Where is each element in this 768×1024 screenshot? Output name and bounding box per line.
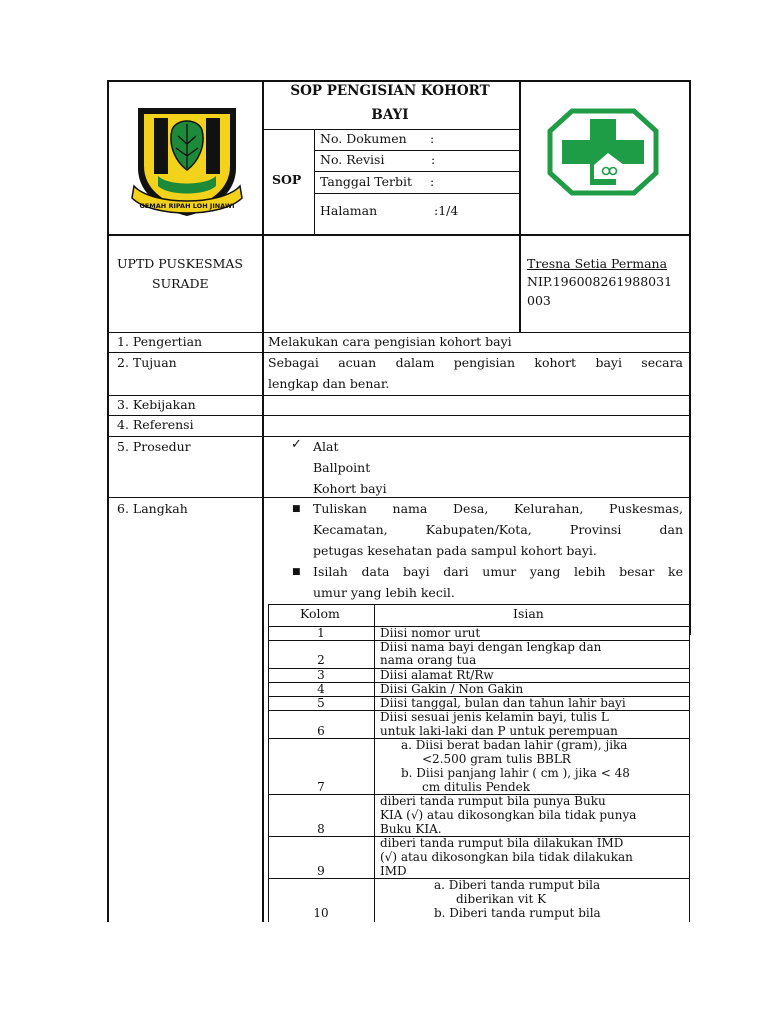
- field-line-2: [314, 171, 520, 172]
- header-col-1: [262, 80, 264, 235]
- field-terbit-label: Tanggal Terbit: [320, 174, 413, 189]
- table-top: [268, 604, 690, 605]
- frame-left: [107, 80, 109, 922]
- table-isian-cell: (√) atau dikosongkan bila tidak dilakukan: [380, 850, 633, 864]
- referensi-label: 4. Referensi: [117, 417, 194, 432]
- bullet-icon: ■: [292, 567, 301, 577]
- langkah-step-1-line: petugas kesehatan pada sampul kohort bayi.: [313, 543, 597, 558]
- header-col-2: [519, 80, 521, 235]
- table-kolom-cell: 3: [317, 668, 325, 682]
- signer-nip: NIP.196008261988031: [527, 274, 673, 289]
- tujuan-text-line-1: Sebagai acuan dalam pengisian kohort bayi secara: [268, 355, 683, 370]
- prosedur-item: Ballpoint: [313, 460, 371, 475]
- org-col-2: [519, 234, 521, 332]
- prosedur-item: Kohort bayi: [313, 481, 387, 496]
- langkah-step-1-line: Tuliskan nama Desa, Kelurahan, Puskesmas,: [313, 501, 683, 516]
- field-dokumen-value: :: [430, 131, 435, 146]
- table-isian-cell: Diisi alamat Rt/Rw: [380, 668, 494, 682]
- field-line-1: [314, 150, 520, 151]
- table-isian-cell: a. Diisi berat badan lahir (gram), jika: [401, 738, 628, 752]
- row-line-5: [107, 436, 690, 437]
- table-isian-cell: Buku KIA.: [380, 822, 442, 836]
- table-isian-cell: a. Diberi tanda rumput bila: [434, 878, 601, 892]
- langkah-step-2-line: umur yang lebih kecil.: [313, 585, 455, 600]
- sop-label: SOP: [272, 172, 302, 187]
- table-right: [689, 604, 690, 922]
- field-terbit-value: :: [430, 174, 435, 189]
- row-line-3: [107, 395, 690, 396]
- table-isian-cell: diberikan vit K: [456, 892, 547, 906]
- table-isian-cell: b. Diberi tanda rumput bila: [434, 906, 601, 920]
- langkah-step-2-line: Isilah data bayi dari umur yang lebih besar ke: [313, 564, 683, 579]
- table-kolom-cell: 1: [317, 626, 325, 640]
- table-isian-cell: diberi tanda rumput bila dilakukan IMD: [380, 836, 624, 850]
- pengertian-label: 1. Pengertian: [117, 334, 203, 349]
- table-isian-cell: Diisi nama bayi dengan lengkap dan: [380, 640, 602, 654]
- bullet-icon: ■: [292, 504, 301, 514]
- table-isian-cell: Diisi tanggal, bulan dan tahun lahir bayi: [380, 696, 626, 710]
- table-kolom-cell: 5: [317, 696, 325, 710]
- sop-divider: [314, 129, 315, 235]
- langkah-step-1-line: Kecamatan, Kabupaten/Kota, Provinsi dan: [313, 522, 683, 537]
- frame-top: [107, 80, 690, 82]
- field-revisi-label: No. Revisi: [320, 152, 385, 167]
- table-isian-cell: Diisi sesuai jenis kelamin bayi, tulis L: [380, 710, 609, 724]
- row-line-1: [107, 332, 690, 333]
- kebijakan-label: 3. Kebijakan: [117, 397, 196, 412]
- langkah-label: 6. Langkah: [117, 501, 188, 516]
- table-kolom-cell: 2: [317, 653, 325, 667]
- table-isian-cell: Diisi nomor urut: [380, 626, 481, 640]
- sop-title-line-2: BAYI: [371, 107, 409, 123]
- field-halaman-label: Halaman: [320, 203, 378, 218]
- table-kolom-cell: 9: [317, 864, 325, 878]
- table-kolom-cell: 10: [313, 906, 329, 920]
- checkmark-icon: ✓: [291, 437, 302, 452]
- row-line-2: [107, 352, 690, 353]
- table-isian-cell: IMD: [380, 864, 407, 878]
- table-isian-cell: b. Diisi panjang lahir ( cm ), jika < 48: [401, 766, 630, 780]
- field-dokumen-label: No. Dokumen: [320, 131, 407, 146]
- table-isian-cell: nama orang tua: [380, 653, 477, 667]
- table-isian-cell: untuk laki-laki dan P untuk perempuan: [380, 724, 618, 738]
- table-kolom-cell: 4: [317, 682, 325, 696]
- row-line-4: [107, 415, 690, 416]
- field-line-3: [314, 193, 520, 194]
- signer-nip-cont: 003: [527, 293, 551, 308]
- frame-right: [689, 80, 691, 635]
- prosedur-label: 5. Prosedur: [117, 439, 191, 454]
- sop-title-line-1: SOP PENGISIAN KOHORT: [290, 83, 490, 99]
- table-kolom-cell: 6: [317, 724, 325, 738]
- signer-name: Tresna Setia Permana: [527, 256, 668, 271]
- table-header-kolom: Kolom: [300, 606, 340, 621]
- prosedur-item: Alat: [313, 439, 339, 454]
- table-isian-cell: Diisi Gakin / Non Gakin: [380, 682, 524, 696]
- table-isian-cell: cm ditulis Pendek: [422, 780, 531, 794]
- emblem-motto: GEMAH RIPAH LOH JINAWI: [139, 202, 235, 210]
- table-kolom-cell: 8: [317, 822, 325, 836]
- table-header-isian: Isian: [513, 606, 544, 621]
- table-isian-cell: <2.500 gram tulis BBLR: [422, 752, 571, 766]
- tujuan-text-line-2: lengkap dan benar.: [268, 376, 390, 391]
- org-col-1: [262, 234, 264, 922]
- row-line-6: [107, 497, 690, 498]
- table-isian-cell: diberi tanda rumput bila punya Buku: [380, 794, 606, 808]
- puskesmas-logo: [544, 107, 662, 197]
- field-revisi-value: :: [431, 152, 436, 167]
- table-isian-cell: KIA (√) atau dikosongkan bila tidak punya: [380, 808, 637, 822]
- org-name-line-2: SURADE: [152, 276, 209, 291]
- title-divider: [262, 129, 520, 130]
- org-name-line-1: UPTD PUSKESMAS: [117, 256, 243, 271]
- tujuan-label: 2. Tujuan: [117, 355, 177, 370]
- field-halaman-value: :1/4: [434, 203, 459, 218]
- pengertian-text: Melakukan cara pengisian kohort bayi: [268, 334, 512, 349]
- header-bottom: [107, 234, 690, 236]
- table-mid: [374, 604, 375, 922]
- regency-emblem-logo: [128, 102, 246, 220]
- table-kolom-cell: 7: [317, 780, 325, 794]
